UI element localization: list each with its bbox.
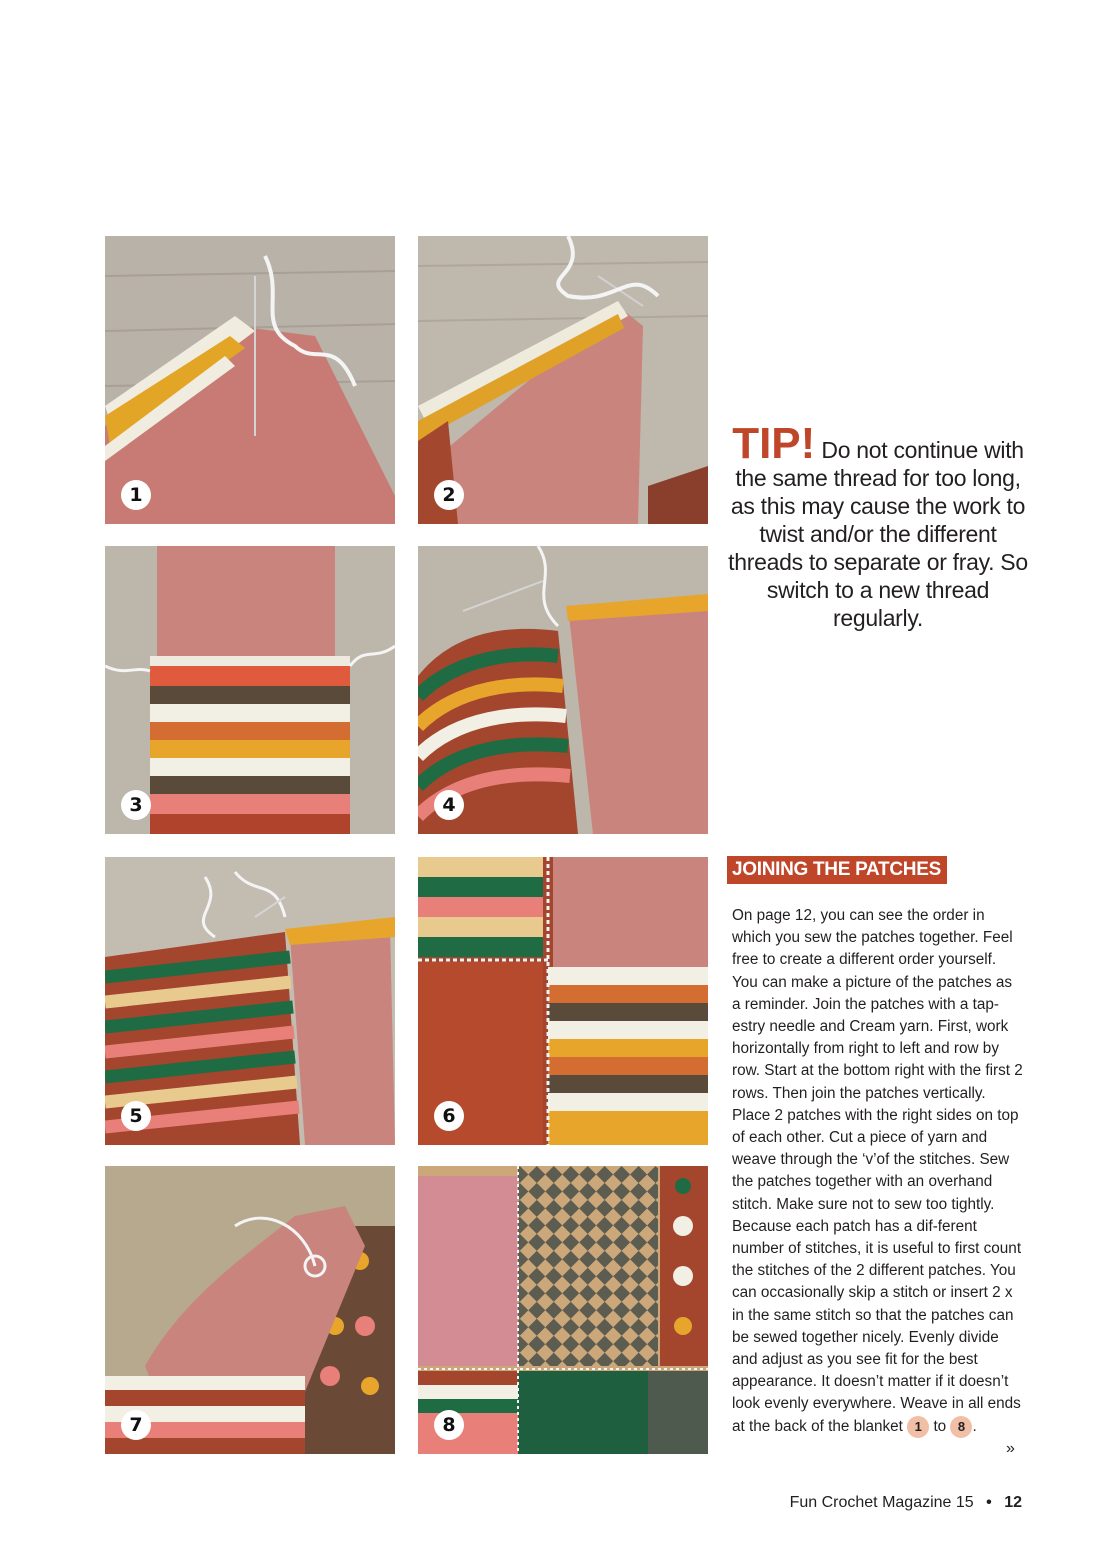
period: . [972, 1417, 977, 1435]
continue-marker: » [1006, 1440, 1015, 1457]
tip-label: TIP! [732, 419, 816, 468]
step-number-badge: 5 [121, 1101, 151, 1131]
step-photo-7 [105, 1166, 395, 1454]
step-photo-6 [418, 857, 708, 1145]
step-photo-8 [418, 1166, 708, 1454]
step-number-badge: 3 [121, 790, 151, 820]
step-photo-2 [418, 236, 708, 524]
step-number-badge: 8 [434, 1410, 464, 1440]
step-number-badge: 6 [434, 1101, 464, 1131]
step-number-badge: 7 [121, 1410, 151, 1440]
section-heading: JOINING THE PATCHES [727, 856, 947, 884]
footer-separator: • [986, 1494, 992, 1511]
tip-callout [728, 419, 1028, 632]
step-photo-4 [418, 546, 708, 834]
step-number-badge: 2 [434, 480, 464, 510]
step-photo-1 [105, 236, 395, 524]
page-footer [790, 1494, 1022, 1512]
instructions-body [732, 905, 1024, 1438]
step-reference-badge: 1 [907, 1416, 929, 1438]
step-number-badge: 1 [121, 480, 151, 510]
step-reference-badge: 8 [950, 1416, 972, 1438]
instructions-text: On page 12, you can see the order in which you sew the patches together. Feel free to create a different order yourself. You can make a picture of the patches as a reminder. Join the patches with a tap-estry needle and Cream yarn. First, work horizontally from right to left and row by row. Start at the bottom right with the first 2 rows. Then join the patches vertically. Place 2 patches with the right sides on top of each other. Cut a piece of yarn and weave through the ‘v’of the stitches. Sew the patches together with an overhand stitch. Make sure not to sew too tightly. Because each patch has a dif-ferent number of stitches, it is useful to first count the stitches of the 2 different patches. You can occasionally skip a stitch or insert 2 x in the same stitch so that the patches can be sewed together nicely. Evenly divide and adjust as you see fit for the best appearance. It doesn’t matter if it doesn’t look evenly everywhere. Weave in all ends at the back of the blanket [732, 907, 1023, 1435]
to-word: to [933, 1417, 947, 1435]
step-number-badge: 4 [434, 790, 464, 820]
page-number: 12 [1004, 1494, 1022, 1511]
magazine-title: Fun Crochet Magazine 15 [789, 1494, 974, 1511]
step-photo-3 [105, 546, 395, 834]
step-photo-5 [105, 857, 395, 1145]
tip-text: Do not continue with the same thread for too long, as this may cause the work to twist and/or the different threads to separate or fray. So switch to a new thread regularly. [728, 437, 1028, 631]
